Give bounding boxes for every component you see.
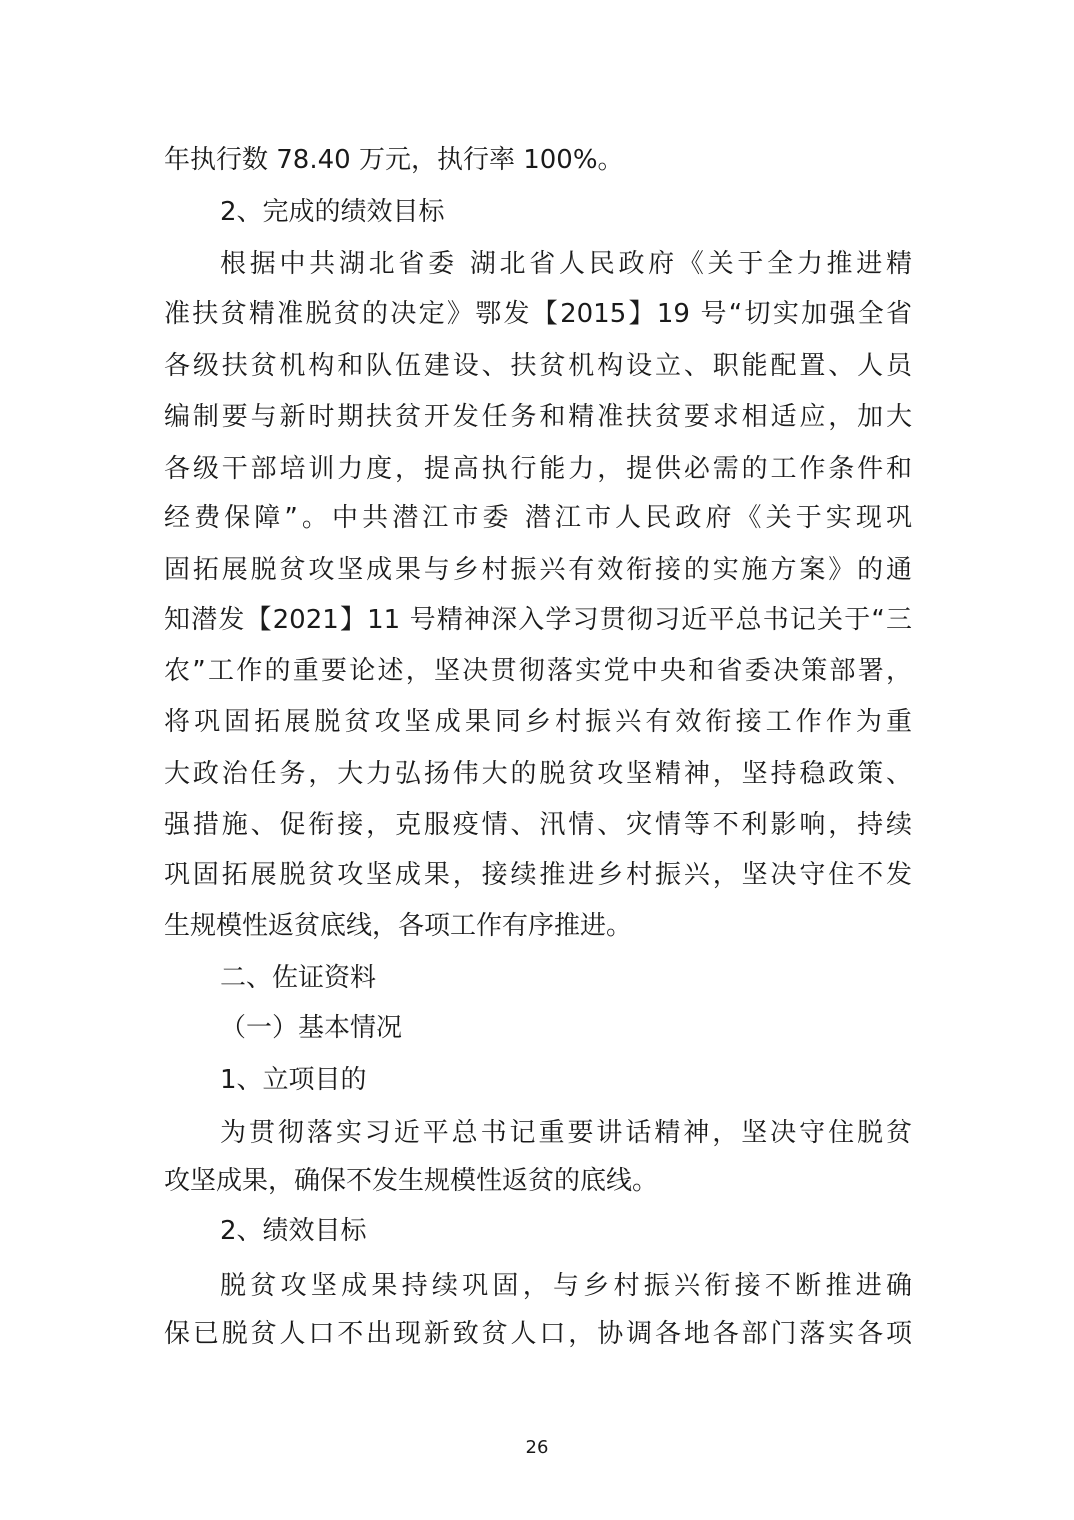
paragraph-line: 各级干部培训力度，提高执行能力，提供必需的工作条件和	[164, 454, 912, 484]
section-heading: 二、佐证资料	[220, 963, 377, 993]
paragraph-line: 生规模性返贫底线，各项工作有序推进。	[164, 911, 633, 941]
paragraph-line: 根据中共湖北省委 湖北省人民政府《关于全力推进精	[220, 249, 912, 279]
paragraph-line: 农”工作的重要论述，坚决贯彻落实党中央和省委决策部署，	[164, 656, 912, 686]
paragraph-line: 大政治任务，大力弘扬伟大的脱贫攻坚精神，坚持稳政策、	[164, 759, 912, 789]
paragraph-line: 各级扶贫机构和队伍建设、扶贫机构设立、职能配置、人员	[164, 351, 912, 381]
paragraph-line: 经费保障”。中共潜江市委 潜江市人民政府《关于实现巩	[164, 503, 912, 533]
paragraph-line: 脱贫攻坚成果持续巩固，与乡村振兴衔接不断推进确	[220, 1271, 912, 1301]
paragraph-line: 准扶贫精准脱贫的决定》鄂发【2015】19 号“切实加强全省	[164, 299, 912, 329]
paragraph-line: 为贯彻落实习近平总书记重要讲话精神，坚决守住脱贫	[220, 1118, 912, 1148]
paragraph-line: 保已脱贫人口不出现新致贫人口，协调各地各部门落实各项	[164, 1319, 912, 1349]
section-heading: 2、完成的绩效目标	[220, 197, 445, 227]
paragraph-line: 巩固拓展脱贫攻坚成果，接续推进乡村振兴，坚决守住不发	[164, 860, 912, 890]
section-heading: 1、立项目的	[220, 1065, 367, 1095]
paragraph-line: 强措施、促衔接，克服疫情、汛情、灾情等不利影响，持续	[164, 810, 912, 840]
text-line: 年执行数 78.40 万元，执行率 100%。	[164, 145, 624, 175]
section-heading: 2、绩效目标	[220, 1216, 367, 1246]
paragraph-line: 将巩固拓展脱贫攻坚成果同乡村振兴有效衔接工作作为重	[164, 707, 912, 737]
section-heading: （一）基本情况	[220, 1013, 403, 1043]
page-number: 26	[525, 1437, 549, 1458]
paragraph-line: 知潜发【2021】11 号精神深入学习贯彻习近平总书记关于“三	[164, 605, 912, 635]
paragraph-line: 固拓展脱贫攻坚成果与乡村振兴有效衔接的实施方案》的通	[164, 555, 912, 585]
paragraph-line: 攻坚成果，确保不发生规模性返贫的底线。	[164, 1166, 659, 1196]
paragraph-line: 编制要与新时期扶贫开发任务和精准扶贫要求相适应，加大	[164, 402, 912, 432]
